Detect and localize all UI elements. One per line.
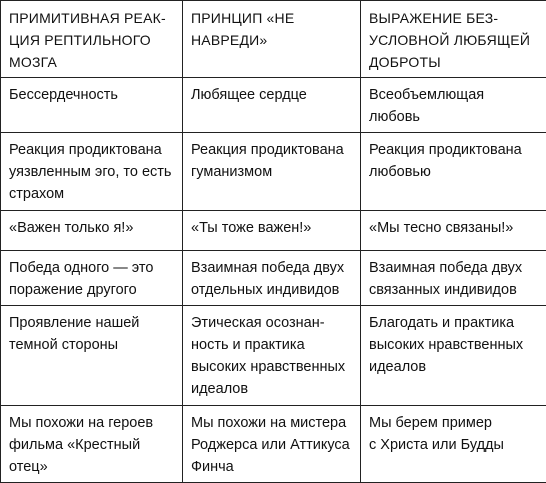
header-cell-reptilian: ПРИМИТИВНАЯ РЕАК- ЦИЯ РЕПТИЛЬНОГО МОЗГА [1, 1, 183, 78]
table-cell: Мы берем пример с Христа или Будды [361, 405, 546, 482]
table-row [1, 133, 546, 210]
table-row [1, 250, 546, 305]
table-row [1, 306, 546, 405]
table-cell: «Мы тесно связаны!» [361, 210, 546, 250]
table-cell: Реакция продиктована уязвленным эго, то есть страхом [1, 133, 183, 210]
table-row [1, 405, 546, 482]
table-cell: Бессердечность [1, 78, 183, 133]
header-cell-unconditional-kindness: ВЫРАЖЕНИЕ БЕЗ- УСЛОВНОЙ ЛЮБЯЩЕЙ ДОБРОТЫ [361, 1, 546, 78]
table-cell: Проявление нашей темной стороны [1, 306, 183, 405]
table-cell: Этическая осознан- ность и практика высоких нравственных идеалов [183, 306, 361, 405]
table-cell: Мы похожи на героев фильма «Крестный отец» [1, 405, 183, 482]
table-cell: «Важен только я!» [1, 210, 183, 250]
table-header-row [1, 1, 546, 78]
table-cell: Взаимная победа двух отдельных индивидов [183, 250, 361, 305]
table-row [1, 78, 546, 133]
header-cell-do-no-harm: ПРИНЦИП «НЕ НАВРЕДИ» [183, 1, 361, 78]
table-cell: Всеобъемлющая любовь [361, 78, 546, 133]
table-cell: Взаимная победа двух связанных индивидов [361, 250, 546, 305]
table-cell: Любящее сердце [183, 78, 361, 133]
table-cell: Реакция продиктована гуманизмом [183, 133, 361, 210]
table-cell: Мы похожи на мистера Роджерса или Аттикуса Финча [183, 405, 361, 482]
table-row [1, 210, 546, 250]
table-cell: Благодать и практика высоких нравственных идеалов [361, 306, 546, 405]
table-cell: Реакция продиктована любовью [361, 133, 546, 210]
table-cell: «Ты тоже важен!» [183, 210, 361, 250]
table-cell: Победа одного — это поражение другого [1, 250, 183, 305]
